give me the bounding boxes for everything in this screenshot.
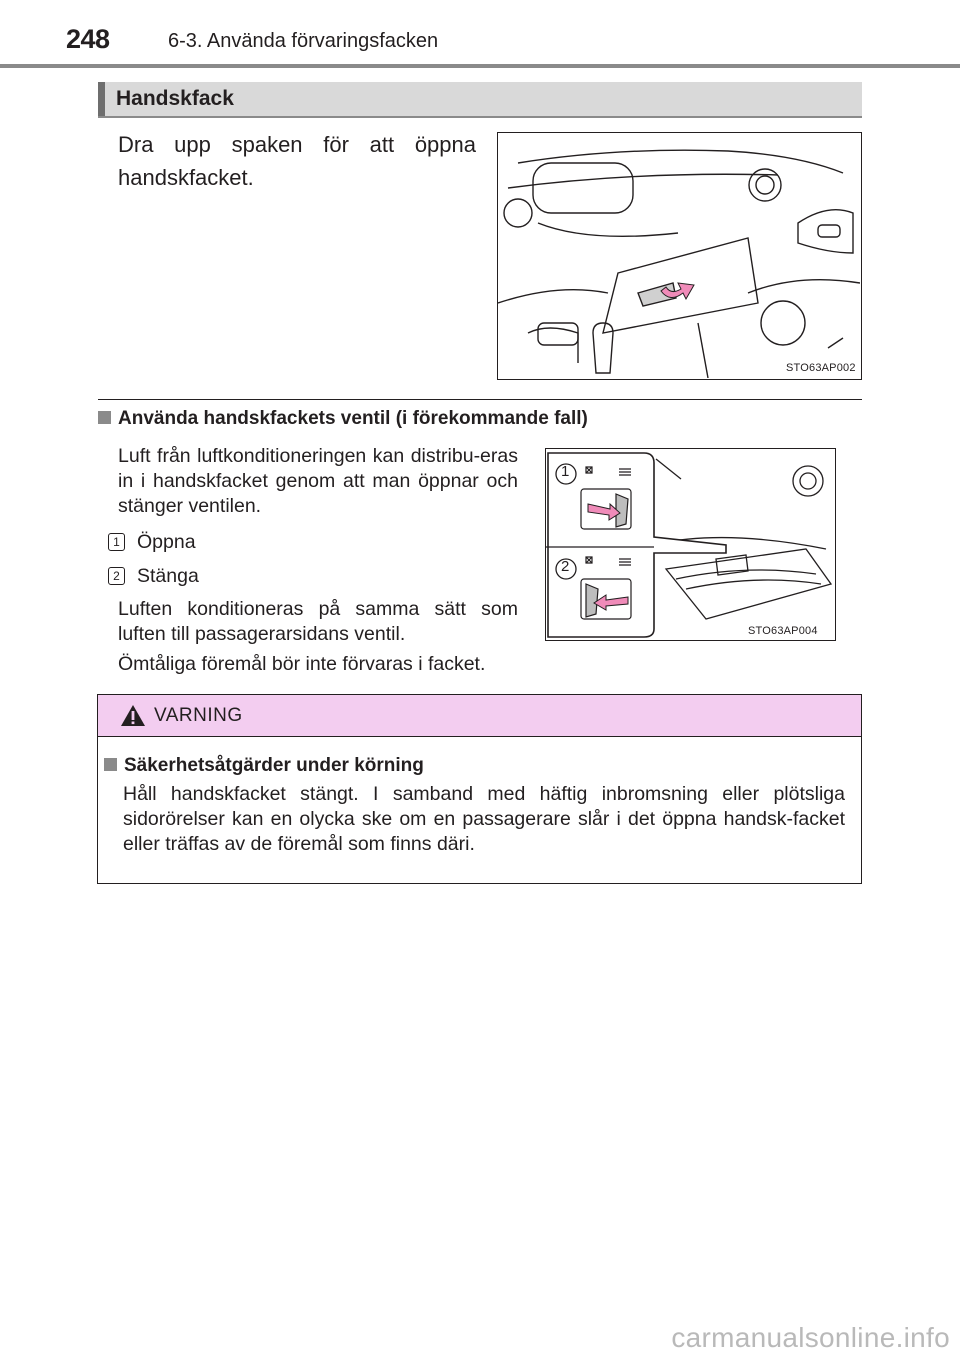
bullet-square-icon	[98, 411, 111, 424]
glovebox-vent-illustration	[545, 448, 836, 641]
header-rule	[0, 64, 960, 68]
glovebox-open-illustration	[497, 132, 862, 380]
page-number: 248	[66, 24, 110, 54]
section-header	[98, 82, 862, 118]
caution-note: Ömtåliga föremål bör inte förvaras i facket.	[118, 653, 486, 675]
warning-header	[98, 695, 861, 737]
vent-note: Luften konditioneras på samma sätt som luften till passagerarsidans ventil.	[118, 598, 518, 645]
warning-subtitle: Säkerhetsåtgärder under körning	[124, 755, 424, 776]
vent-drawing	[546, 449, 834, 639]
step-number-badge: 2	[108, 567, 125, 585]
chapter-title: 6-3. Använda förvaringsfacken	[168, 30, 439, 52]
section-intro: Dra upp spaken för att öppna handskfacket.	[118, 132, 476, 190]
watermark: carmanualsonline.info	[671, 1322, 950, 1353]
subsection-intro: Luft från luftkonditioneringen kan distribu-eras in i handskfacket genom att man öppnar och stänger ventilen.	[118, 445, 518, 517]
section-title: Handskfack	[116, 87, 234, 110]
list-item	[108, 531, 196, 554]
list-item-label: Stänga	[137, 565, 199, 587]
section-divider	[98, 399, 862, 400]
figure-code: STO63AP002	[786, 362, 856, 374]
list-item-label: Öppna	[137, 531, 196, 553]
warning-box	[97, 694, 862, 884]
bullet-square-icon	[104, 758, 117, 771]
list-item	[108, 565, 199, 588]
subsection-heading	[98, 408, 588, 430]
subsection-title: Använda handskfackets ventil (i förekommande fall)	[118, 408, 588, 429]
warning-subheading	[104, 755, 424, 777]
warning-title: VARNING	[154, 705, 243, 726]
warning-text: Håll handskfacket stängt. I samband med häftig inbromsning eller plötsliga sidorörelser kan en olycka ske om en passagerare slår i det öppna handsk-facket eller träffas av de föremål som finns däri.	[123, 783, 845, 855]
section-header-edge	[98, 82, 105, 116]
figure-code: STO63AP004	[748, 625, 818, 637]
step-number-badge: 1	[108, 533, 125, 551]
warning-triangle-icon	[120, 704, 146, 727]
glovebox-drawing	[498, 133, 860, 378]
callout-1: 1	[561, 463, 570, 480]
callout-2: 2	[561, 558, 570, 575]
